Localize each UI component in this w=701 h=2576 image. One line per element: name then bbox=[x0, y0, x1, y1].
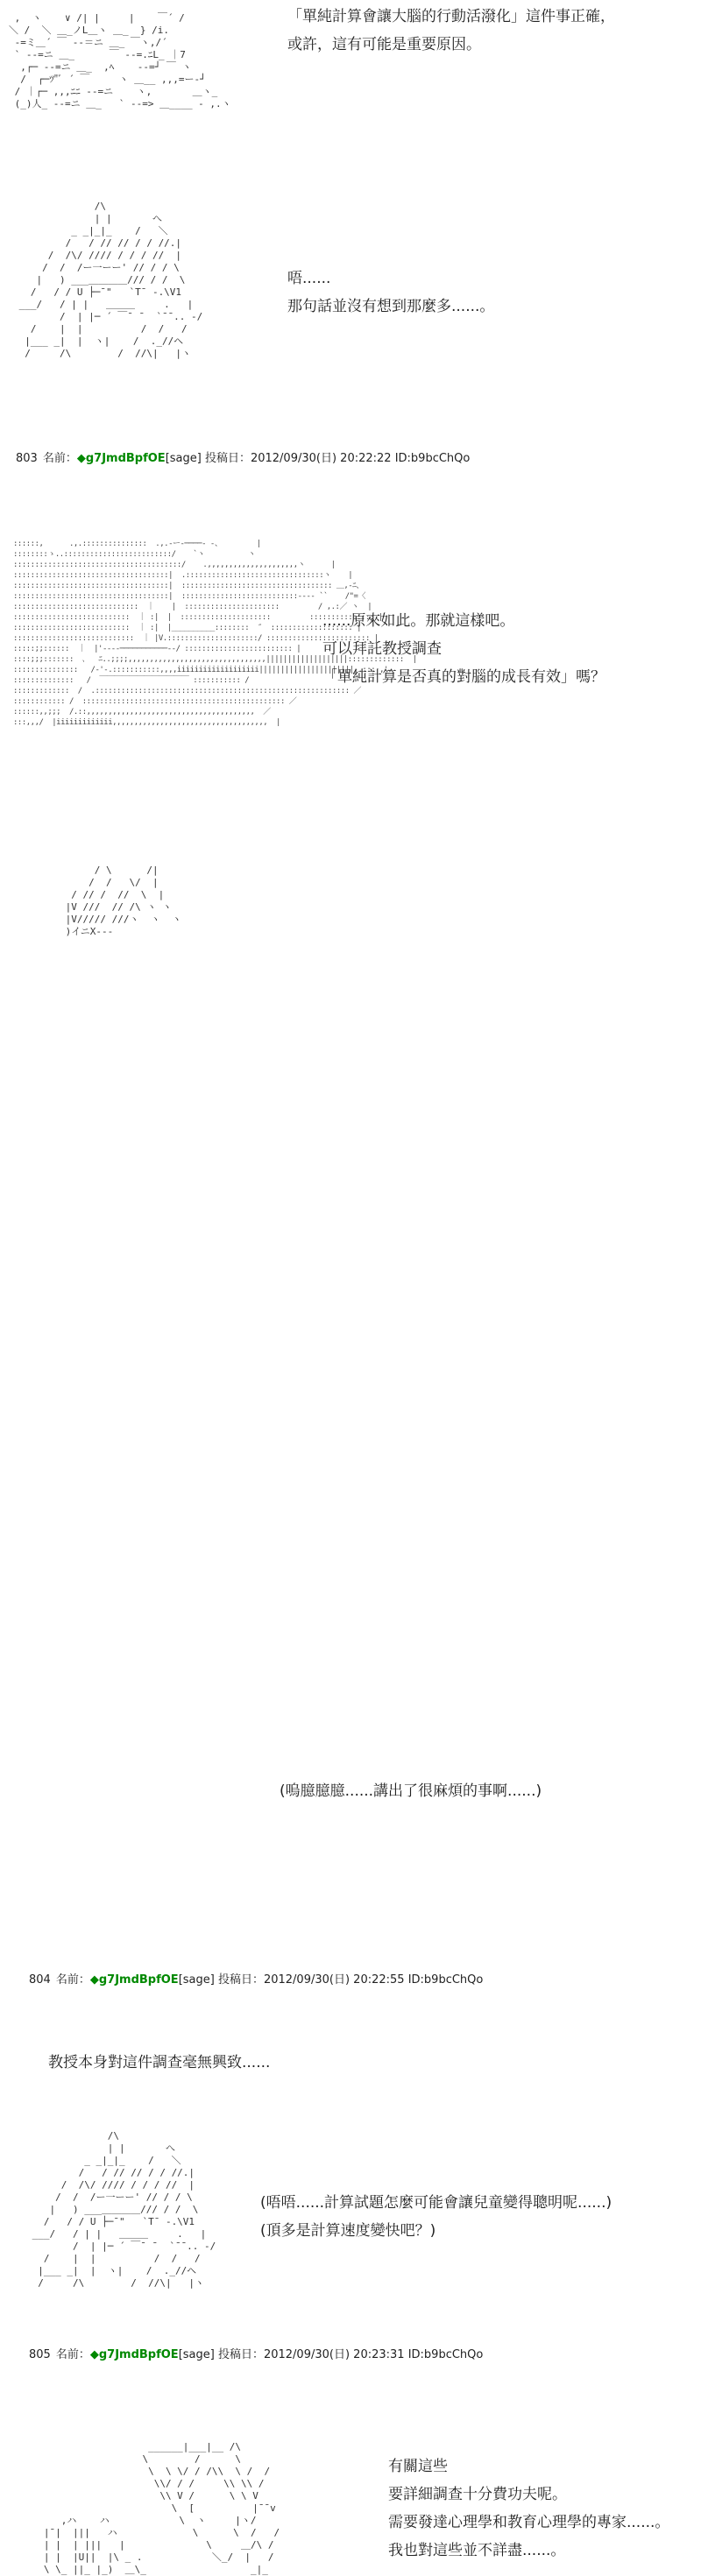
dialogue-block-7 bbox=[388, 2452, 669, 2565]
post-date: 投稿日：2012/09/30(日) 20:22:55 ID:b9bcChQo bbox=[217, 1973, 484, 1987]
post-sage: [sage] bbox=[178, 1973, 215, 1987]
dialogue-block-1 bbox=[287, 3, 615, 59]
post-header-803 bbox=[16, 448, 470, 465]
trip-mark-icon: ◆ bbox=[89, 2348, 99, 2361]
dialogue-block-5 bbox=[48, 2049, 270, 2077]
post-name-label: 名前： bbox=[55, 2348, 90, 2361]
post-number: 804 bbox=[29, 1973, 51, 1987]
post-date: 投稿日：2012/09/30(日) 20:22:22 ID:b9bcChQo bbox=[204, 452, 471, 465]
ascii-art-figure-3: ::::::, .,.::::::::::::::: .,.-ー-────‐ ‐、 | ::::::::ゝ..:::::::::::::::::::::::::/ `ヽ ヽ :::::::::::::::::::::::::::::::::::::::/ .,,,,,,,,,,,,,,,,,,,,,ヽ | ::::::::::::::::::::::::::::::::::::| .::::::::::::::::::::::::::::::::ヽ | ::::::::::::::::::::::::::::::::::::| ::::::::::::::::::::::::::::::::::: ＿,-ﾆ、 ::::::::::::::::::::::::::::::::::::| :::::::::::::::::::::::::::--‐‐ `` /"=〈 ::::::::::::::::::::::::::::: ｜ | :::::::::::::::::::::: / ,.:／ ヽ | ::::::::::::::::::::::::::: ｜ :| | ::::::::::::::::::::: ::::::::::::::: | ::::::::::::::::::::::::::: ｜ :| |__________:::::::: ″ ::::::::::::::::::: | :::::::::::::::::::::::::::: ｜ |V.:::::::::::::::::::::/ :::::::::::::::::::::::: | :::::;;:::::: ｜ |'‐‐‐‐───────────‐‐/ ::::::::::::::::::::::::: | ::::;;;::::::: ､ ﾆ..;;;;,,,,,,,,,,,,,,,,,,,,,,,,,,,,,,,,|||||||||||||||||||::::::::::::: | ::::::::::::::: /‐'-.:::::::::::,,,,iiiiiiiiiiiiiiiiiii||||||||||||||||||||||,.::: ,' :::::::::::::: / ￣￣￣￣￣￣￣￣￣￣￣￣ ::::::::::: / ::::::::::::: / .::::::::::::::::::::::::::::::::::::::::::::::::::::::::::: ／ :::::::::::: / ::::::::::::::::::::::::::::::::::::::::::::::: ／ ::::::,,;;; /.::,,,,,,,,,,,,,,,,,,,,,,,,,,,,,,,,,,,,,,, ／ :::,,,/ |iiiiiiiiiiiii,,,,,,,,,,,,,,,,,,,,,,,,,,,,,,,,,,,, | bbox=[13, 540, 417, 727]
dialogue-block-2 bbox=[287, 265, 494, 321]
dialogue-line: 有關這些 bbox=[388, 2458, 448, 2475]
post-date: 投稿日：2012/09/30(日) 20:23:31 ID:b9bcChQo bbox=[217, 2348, 484, 2361]
ascii-art-figure-2: /\ | | へ _ _|_|_ / ＼ / / // // / / //.| / /\/ //// / / / // | / / /ー一ーー' // / / \ | ) ___＿＿＿＿/// / / \ / / / U ├─¯" `T¯ ‐.\V1 ___/ / | | ＿＿＿ . | / | |─ ´ ￣¯ ¯ `¯¯.. ‐/ / | | / / / |___ _| | ヽ| / ._//ヘ / /\ / //\| |ヽ bbox=[18, 201, 203, 359]
dialogue-line: 唔...... bbox=[287, 270, 331, 287]
dialogue-line: 「單純計算會讓大腦的行動活潑化」這件事正確， bbox=[287, 8, 615, 25]
post-name-label: 名前： bbox=[42, 452, 77, 465]
dialogue-line: 需要發達心理學和教育心理學的專家......。 bbox=[388, 2514, 670, 2531]
post-header-805 bbox=[29, 2349, 483, 2361]
post-header-804 bbox=[29, 1974, 483, 1987]
dialogue-block-4 bbox=[280, 1777, 542, 1805]
dialogue-line: ......原來如此。那就這樣吧。 bbox=[322, 612, 515, 630]
ascii-art-figure-1: , ヽ ∨ /| | | ￣´ / ＼ / ＼ ＿_ノL＿ヽ ＿_ } /i. ‐=ミ＿´ ￣ ‐-＝ニ ＿_ ￣ヽ,/´ ` ‐-=ニ ＿_ ￣ ‐-=.ﾆL_ ｜7 ,┌─ ‐-=ニ ＿_ ,ﾍ ‐-=┘ ￣ ヽ / ┌─ﾂ"ﾞ ´ ￣ ヽ ＿__ ,,,=ー-┘ / ｜┌─ ,,,ﾆﾆ ‐-=ニ ヽ, ＿ヽ_ (_)人_ ‐-=ニ ＿_ ` ‐-=> ＿____ ‐ ,.ヽ bbox=[9, 12, 231, 109]
ascii-art-figure-5: /\ | | へ _ _|_|_ / ＼ / / // // / / //.| / /\/ //// / / / // | / / /ー一ーー' // / / \ | ) ___＿＿＿＿/// / / \ / / / U ├─¯" `T¯ ‐.\V1 ___/ / | | ＿＿＿ . | / | |─ ´ ￣¯ ¯ `¯¯.. ‐/ / | | / / / |___ _| | ヽ| / ._//ヘ / /\ / //\| |ヽ bbox=[32, 2130, 216, 2289]
dialogue-block-6 bbox=[260, 2189, 612, 2245]
trip-mark-icon: ◆ bbox=[76, 452, 86, 465]
dialogue-line: 可以拜託教授調查 bbox=[322, 640, 442, 658]
dialogue-line: 我也對這些並不詳盡......。 bbox=[388, 2542, 566, 2559]
dialogue-block-3 bbox=[322, 607, 605, 691]
dialogue-line: 那句話並沒有想到那麼多......。 bbox=[287, 298, 495, 315]
ascii-art-figure-6: ______|___|__ /\ \ / \ \ \ \/ / /\\ \ / / \\/ / / \\ \\ / \\ V / \ \ V \ [ |¯¯v ,ハ ハ \ ヽ |ヽ/ |¯| ||| ハ \ \ / / | | | ||| | \ ＿/\ / | | |U|| |\ _ . ＼_/ | / \ \_ ||_ |_) ＿\_ _|_ bbox=[43, 2441, 280, 2575]
post-name-label: 名前： bbox=[55, 1973, 90, 1987]
post-number: 803 bbox=[16, 452, 38, 465]
post-trip[interactable]: g7JmdBpfOE bbox=[98, 2348, 179, 2361]
post-sage: [sage] bbox=[165, 452, 202, 465]
post-number: 805 bbox=[29, 2348, 51, 2361]
dialogue-line: (嗚臆臆臆......講出了很麻煩的事啊......) bbox=[280, 1782, 542, 1800]
ascii-art-figure-4: / \ /| / / \/ | / // / // \ | |V /// // /\ ヽ ヽ |V///// ///ヽ ヽ ヽ )イニX--- (嗚臆臆臆......講出了很麻煩的事啊......) 804 名前：◆g7JmdBpfOE[sage] 投稿日：2012/09/30(日) 20:22:55 ID:b9bcChQo 教授本身對這件調查毫無興致...... /\ | | へ _ _|_|_ / ＼ / / // // / / //.| / /\/ //// / / / // | / / /ー一ーー' // / / \ | ) ___＿＿＿＿/// / / \ / / / U ├─¯" `T¯ ‐.\V1 ___/ / | | ＿＿＿ . | / | |─ ´ ￣¯ ¯ `¯¯.. ‐/ / | | / / / |___ _| | ヽ| / ._//ヘ / /\ / //\| |ヽ (唔唔......計算試題怎麼可能會讓兒童變得聰明呢......) (頂多是計算速度變快吧？) 805 名前：◆g7JmdBpfOE[sage] 投稿日：2012/09/30(日) 20:23:31 ID:b9bcChQo ______|___|__ /\ \ / \ \ \ \/ / /\\ \ / / \\/ / / \\ \\ / \\ V / \ \ V \ [ |¯¯v ,ハ ハ \ ヽ |ヽ/ |¯| ||| ハ \ \ / / | | | ||| | \ ＿/\ / | | |U|| |\ _ . ＼_/ | / \ \_ ||_ |_) ＿\_ _|_ 有關這些 要詳細調查十分費功夫呢。 需要發達心理學和教育心理學的專家......。 我也對這些並不詳盡......。 bbox=[13, 852, 181, 1281]
dialogue-line: 教授本身對這件調查毫無興致...... bbox=[48, 2054, 271, 2071]
post-sage: [sage] bbox=[178, 2348, 215, 2361]
dialogue-line: (唔唔......計算試題怎麼可能會讓兒童變得聰明呢......) bbox=[260, 2194, 612, 2212]
post-trip[interactable]: g7JmdBpfOE bbox=[98, 1973, 179, 1987]
dialogue-line: 或許，這有可能是重要原因。 bbox=[287, 36, 481, 53]
dialogue-line: 要詳細調查十分費功夫呢。 bbox=[388, 2486, 567, 2503]
trip-mark-icon: ◆ bbox=[89, 1973, 99, 1987]
dialogue-line: (頂多是計算速度變快吧？) bbox=[260, 2222, 436, 2240]
dialogue-line: 「單純計算是否真的對腦的成長有效」嗎？ bbox=[322, 668, 605, 686]
post-trip[interactable]: g7JmdBpfOE bbox=[85, 452, 166, 465]
